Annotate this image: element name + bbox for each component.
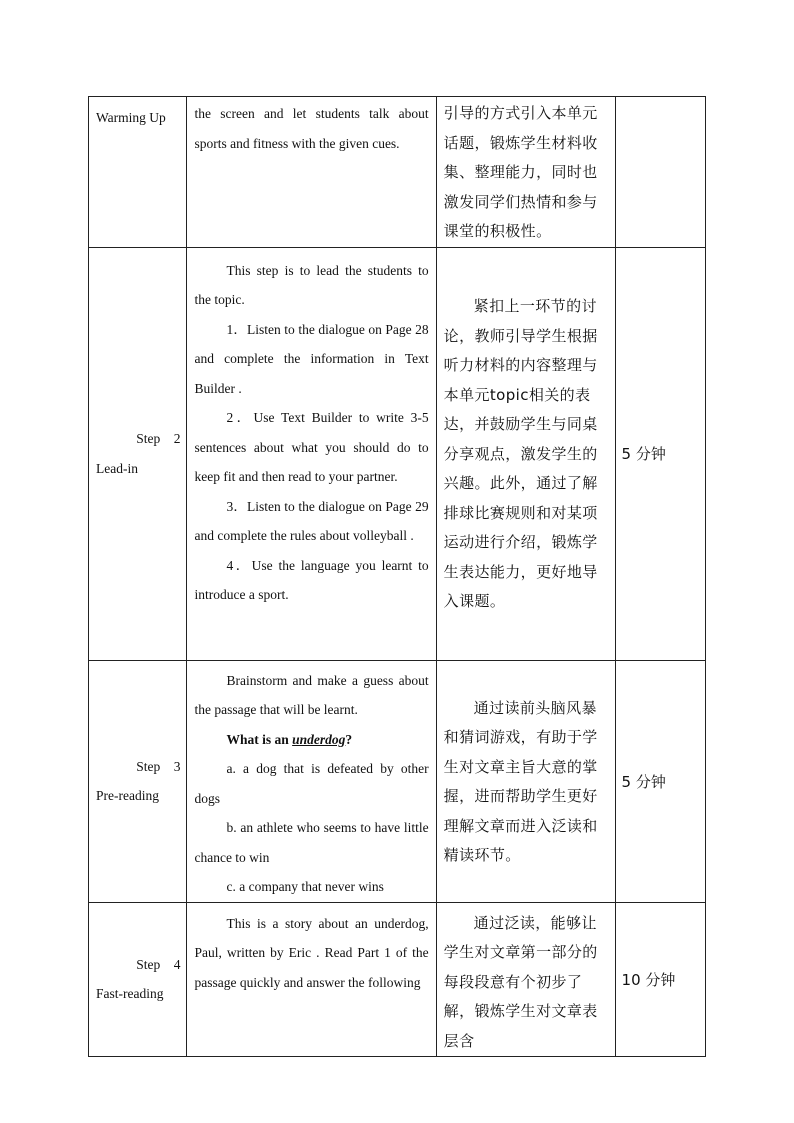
time-text: 5 分钟: [621, 772, 666, 791]
step-title: Lead-in: [96, 460, 138, 476]
question-word: underdog: [292, 731, 346, 747]
step-cell: [89, 902, 187, 1057]
option-c: c. a company that never wins: [226, 879, 384, 894]
purpose-text: 紧扣上一环节的讨论，教师引导学生根据听力材料的内容整理与本单元topic相关的表达，并鼓励学生与同桌分享观点，激发学生的兴趣。此外，通过了解排球比赛规则和对某项运动进行介绍，锻炼学生表达能力，更好地导入课题。: [443, 297, 598, 611]
activity-cell: [187, 97, 436, 248]
question-suffix: ?: [345, 731, 353, 747]
table-row-fast-reading: [89, 902, 706, 1057]
purpose-text: 通过泛读，能够让学生对文章第一部分的每段段意有个初步了解，锻炼学生对文章表层含: [443, 913, 598, 1050]
step-number: Step 2: [136, 431, 181, 446]
table-row-pre-reading: [89, 660, 706, 902]
table-row-lead-in: [89, 247, 706, 660]
time-cell: [615, 902, 705, 1057]
purpose-cell: [436, 97, 615, 248]
purpose-cell: [436, 660, 615, 902]
time-cell: [615, 97, 705, 248]
question-prefix: What is an: [226, 731, 293, 747]
time-cell: [615, 660, 705, 902]
option-a: a. a dog that is defeated by other dogs: [194, 761, 429, 806]
activity-text: This is a story about an underdog, Paul, written by Eric . Read Part 1 of the passage quickly and answer the following: [194, 915, 429, 990]
time-text: 10 分钟: [621, 970, 676, 989]
step-title: Pre-reading: [96, 788, 159, 803]
time-cell: [615, 247, 705, 660]
activity-cell: [187, 660, 436, 902]
activity-intro: This step is to lead the students to the topic.: [194, 262, 429, 307]
step-title: Fast-reading: [96, 986, 164, 1002]
step-cell: [89, 660, 187, 902]
option-b: b. an athlete who seems to have little chance to win: [194, 820, 429, 865]
activity-cell: [187, 247, 436, 660]
guess-question: [194, 725, 428, 755]
activity-item-3: 3．Listen to the dialogue on Page 29 and complete the rules about volleyball .: [194, 498, 429, 543]
activity-cell: [187, 902, 436, 1057]
step-cell: [89, 247, 187, 660]
activity-item-2: 2．Use Text Builder to write 3-5 sentences about what you should do to keep fit and then read to your partner.: [194, 410, 429, 484]
table-row-warming-up: [89, 97, 706, 248]
activity-intro: Brainstorm and make a guess about the passage that will be learnt.: [194, 672, 429, 717]
purpose-text: 引导的方式引入本单元话题，锻炼学生材料收集、整理能力，同时也激发同学们热情和参与课堂的积极性。: [443, 104, 598, 240]
activity-text: the screen and let students talk about sports and fitness with the given cues.: [194, 106, 429, 151]
step-label: Warming Up: [96, 110, 166, 125]
activity-item-4: 4．Use the language you learnt to introduce a sport.: [194, 557, 429, 602]
lesson-plan-table: [88, 96, 706, 1057]
step-number: Step 3: [136, 758, 181, 774]
activity-item-1: 1．Listen to the dialogue on Page 28 and complete the information in Text Builder .: [194, 321, 429, 396]
step-cell: [89, 97, 187, 248]
step-number: Step 4: [136, 956, 181, 972]
purpose-text: 通过读前头脑风暴和猜词游戏，有助于学生对文章主旨大意的掌握，进而帮助学生更好理解文章而进入泛读和精读环节。: [443, 698, 598, 864]
purpose-cell: [436, 902, 615, 1057]
purpose-cell: [436, 247, 615, 660]
time-text: 5 分钟: [621, 445, 666, 463]
